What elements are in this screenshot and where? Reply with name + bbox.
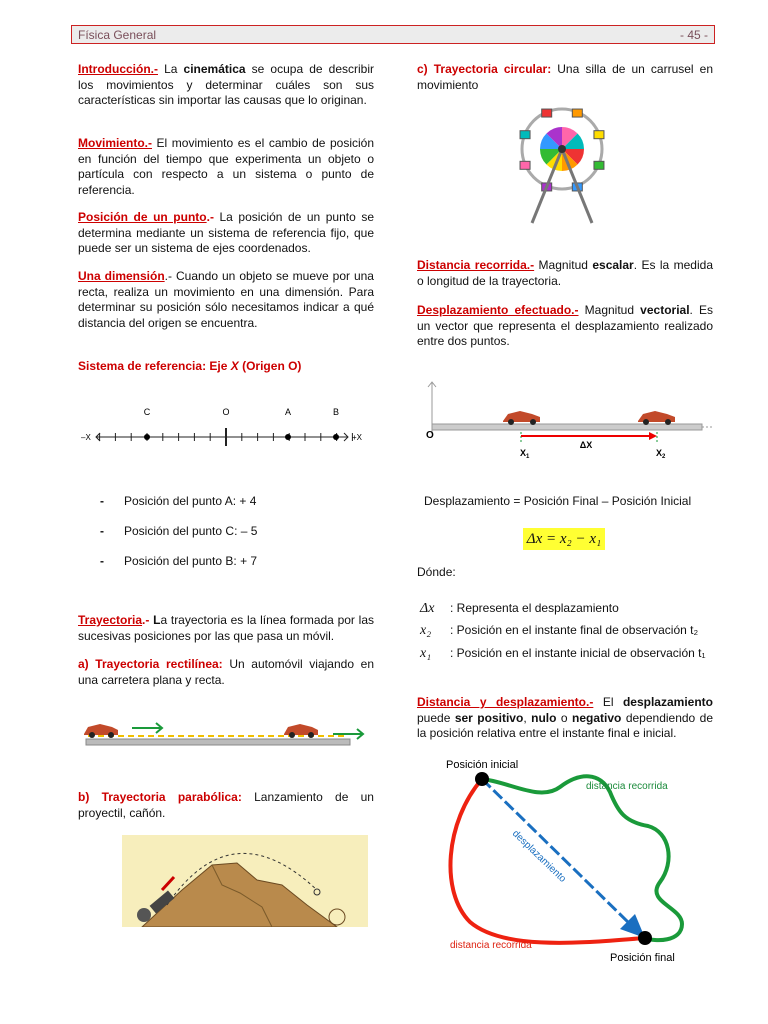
dist-despl-bold-3: nulo — [531, 710, 557, 725]
label-a: A — [284, 407, 292, 417]
legend-text: : Posición en el instante final de observación t₂ — [450, 623, 699, 637]
number-line-diagram — [78, 400, 378, 450]
distancia-text: . Es la medida o longitud de la trayectoria. — [417, 258, 713, 288]
bullet: - — [100, 524, 104, 538]
desplazamiento-bold: vectorial — [640, 303, 690, 317]
posicion-final-label: Posición final — [610, 952, 675, 964]
desplazamiento-paragraph — [417, 303, 713, 350]
dimension-text: Cuando un objeto se mueve por una recta, realiza un movimiento en una dimensión. Para determinar su posición sólo necesitamos indicar a qué distancia del origen se encuentra. — [78, 269, 374, 330]
position-a-text: Posición del punto A: + 4 — [124, 494, 257, 508]
sistema-heading — [78, 359, 374, 375]
dimension-paragraph — [78, 269, 374, 331]
trayectoria-text: a trayectoria es la línea formada por las sucesivas posiciones por las que pasa un móvil. — [78, 613, 374, 643]
distancia-pre: Magnitud — [534, 258, 593, 272]
dimension-term: Una dimensión — [78, 269, 165, 283]
displacement-equation: Desplazamiento = Posición Final – Posición Inicial — [424, 494, 692, 508]
gondola — [542, 109, 552, 117]
trayectoria-first: L — [149, 613, 161, 627]
distance-label-bottom: distancia recorrida — [450, 940, 532, 951]
posicion-inicial-label: Posición inicial — [446, 759, 519, 771]
donde-label: Dónde: — [417, 565, 456, 579]
legend-text: : Representa el desplazamiento — [450, 601, 619, 615]
green-distance-path — [482, 776, 682, 940]
gondola — [594, 161, 604, 169]
displacement-label: desplazamiento — [509, 828, 568, 885]
position-item-a — [100, 494, 257, 508]
sistema-axis: X — [230, 359, 239, 373]
dist-despl-mid-2: , — [523, 710, 532, 725]
parabolica-term: b) Trayectoria parabólica: — [78, 790, 242, 804]
delta-x-label: ΔX — [579, 440, 593, 450]
intro-text: se ocupa de describir los movimientos y determinar cuáles son sus características sin importar las causas que lo originan. — [78, 62, 374, 107]
intro-pre: La — [158, 62, 184, 76]
label-o: O — [222, 407, 230, 417]
bullet: - — [100, 494, 104, 508]
header-title: Física General — [78, 27, 157, 42]
intro-paragraph — [78, 62, 374, 109]
cannon-illustration — [122, 835, 368, 927]
legend-symbol: x₂ — [420, 623, 432, 638]
ferris-wheel-illustration — [512, 103, 612, 227]
car-icon-start — [503, 411, 540, 425]
legend-item-x2 — [420, 623, 698, 639]
parabolica-text: Lanzamiento de un proyectil, cañón. — [78, 790, 374, 820]
circular-paragraph — [417, 62, 713, 93]
displacement-vector — [482, 779, 630, 924]
gondola — [520, 131, 530, 139]
displacement-formula: Δx = x₂ − x₁ — [523, 528, 605, 550]
movimiento-paragraph — [78, 136, 374, 198]
road — [432, 424, 702, 430]
dist-despl-text: dependiendo de la posición relativa entre el instante final e inicial. — [417, 710, 714, 740]
page-number: - 45 - — [679, 27, 708, 42]
circular-text: Una silla de un carrusel en movimiento — [417, 62, 713, 92]
dist-despl-mid-3: o — [556, 710, 573, 725]
posicion-sep: .- — [206, 210, 214, 224]
desplazamiento-pre: Magnitud — [578, 303, 641, 317]
distancia-bold: escalar — [592, 258, 634, 272]
distance-displacement-figure — [420, 752, 716, 974]
legend-item-x1 — [420, 646, 706, 662]
rectilinea-term: a) Trayectoria rectilínea: — [78, 657, 223, 671]
position-item-c — [100, 524, 258, 538]
label-minus-x: –X — [81, 433, 91, 442]
movimiento-term: Movimiento.- — [78, 136, 152, 150]
circular-term: c) Trayectoria circular: — [417, 62, 552, 76]
bullet: - — [100, 554, 104, 568]
legend-symbol: Δx — [420, 601, 435, 616]
gondola — [520, 161, 530, 169]
gondola — [572, 109, 582, 117]
movimiento-text: El movimiento es el cambio de posición en función del tiempo que experimenta un objeto o partícula con respecto a un sistema o punto de referencia. — [78, 136, 374, 197]
page-header — [71, 25, 715, 44]
trayectoria-paragraph — [78, 613, 374, 644]
gondola — [594, 131, 604, 139]
start-point — [475, 772, 489, 786]
dist-despl-term: Distancia y desplazamiento.- — [417, 695, 594, 709]
posicion-text: La posición de un punto se determina mediante un sistema de referencia fijo, que puede ser un sistema de ejes coordenados. — [78, 210, 374, 255]
distancia-paragraph — [417, 258, 713, 289]
label-b: B — [332, 407, 340, 417]
position-c-text: Posición del punto C: – 5 — [124, 524, 258, 538]
end-point — [638, 931, 652, 945]
trayectoria-sep: .- — [142, 613, 150, 627]
dimension-sep: .- — [164, 269, 172, 283]
distancia-term: Distancia recorrida.- — [417, 258, 535, 272]
dist-despl-pre: El — [593, 695, 623, 709]
label-c: C — [143, 407, 151, 417]
car-icon-end — [638, 411, 675, 425]
intro-term: Introducción.- — [78, 62, 158, 76]
desplazamiento-text: . Es un vector que representa el desplazamiento realizado entre dos puntos. — [417, 303, 714, 348]
position-item-b — [100, 554, 258, 568]
point-a-marker — [285, 434, 291, 440]
dist-despl-mid-1: puede — [417, 710, 455, 725]
dist-despl-bold-1: desplazamiento — [622, 695, 713, 709]
origin-label: O — [426, 430, 434, 441]
posicion-term: Posición de un punto — [78, 210, 207, 224]
rectilinear-road-diagram — [78, 712, 378, 752]
dist-despl-paragraph — [417, 695, 713, 742]
rectilinea-paragraph — [78, 657, 374, 688]
displacement-diagram — [420, 376, 716, 460]
x1-label: $X_1$ — [520, 448, 530, 460]
x2-label: $X_2$ — [656, 448, 666, 460]
dist-despl-bold-4: negativo — [572, 710, 622, 725]
rectilinea-text: Un automóvil viajando en una carretera plana y recta. — [78, 657, 374, 687]
legend-symbol: x₁ — [420, 646, 432, 661]
distance-label-top: distancia recorrida — [586, 781, 668, 792]
label-plus-x: +X — [352, 433, 363, 442]
dist-despl-bold-2: ser positivo — [454, 710, 524, 725]
desplazamiento-term: Desplazamiento efectuado.- — [417, 303, 579, 317]
parabolica-paragraph — [78, 790, 374, 821]
posicion-paragraph — [78, 210, 374, 257]
point-b-marker — [333, 434, 339, 440]
road — [86, 739, 350, 745]
legend-text: : Posición en el instante inicial de observación t₁ — [450, 646, 706, 660]
sistema-label: Sistema de referencia: Eje — [78, 359, 231, 373]
trayectoria-term: Trayectoria — [78, 613, 143, 627]
sistema-suffix: (Origen O) — [238, 359, 302, 373]
position-b-text: Posición del punto B: + 7 — [124, 554, 258, 568]
intro-bold: cinemática — [183, 62, 246, 76]
point-c-marker — [144, 434, 150, 440]
legend-item-delta-x — [420, 601, 619, 617]
